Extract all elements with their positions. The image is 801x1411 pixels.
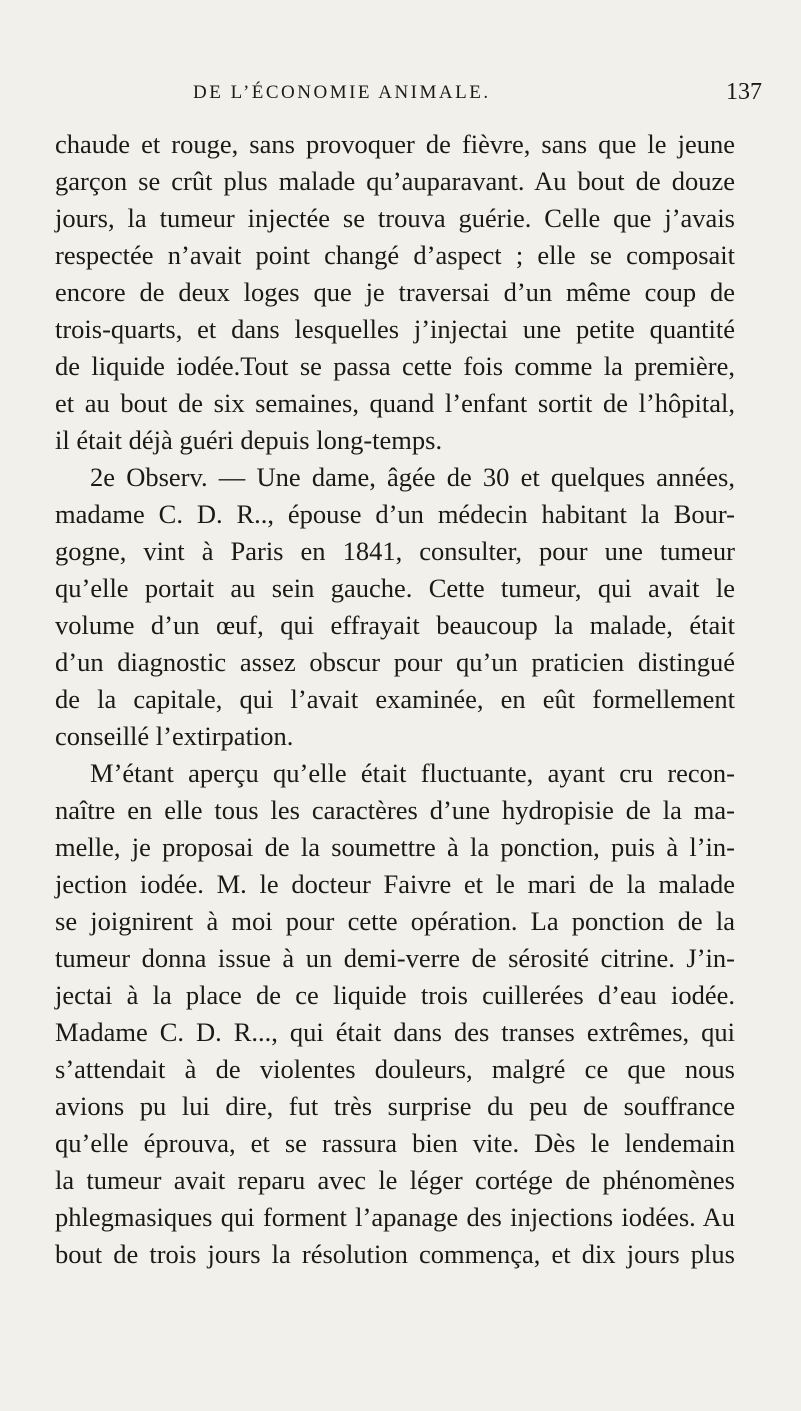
text-line: jours, la tumeur injectée se trouva guérie. Celle que j’avais	[55, 203, 735, 233]
text-line: d’un diagnostic assez obscur pour qu’un praticien distingué	[55, 647, 735, 677]
text-line: et au bout de six semaines, quand l’enfant sortit de l’hôpital,	[55, 388, 735, 418]
text-line: volume d’un œuf, qui effrayait beaucoup la malade, était	[55, 610, 735, 640]
text-line: respectée n’avait point changé d’aspect ; elle se composait	[55, 240, 735, 270]
text-line: naître en elle tous les caractères d’une hydropisie de la ma-	[55, 795, 735, 825]
observation-heading-line: 2e Observ. — Une dame, âgée de 30 et quelques années,	[90, 462, 735, 492]
text-line: chaude et rouge, sans provoquer de fièvre, sans que le jeune	[55, 129, 735, 159]
text-line: Madame C. D. R..., qui était dans des transes extrêmes, qui	[55, 1017, 735, 1047]
page-number: 137	[726, 79, 762, 105]
text-line: conseillé l’extirpation.	[55, 721, 294, 751]
text-line: de la capitale, qui l’avait examinée, en eût formellement	[55, 684, 735, 714]
text-line: jection iodée. M. le docteur Faivre et le mari de la malade	[55, 869, 735, 899]
text-line: madame C. D. R.., épouse d’un médecin habitant la Bour-	[55, 499, 735, 529]
text-line: bout de trois jours la résolution commença, et dix jours plus	[55, 1239, 735, 1269]
text-line: de liquide iodée.Tout se passa cette fois comme la première,	[55, 351, 735, 381]
text-line: tumeur donna issue à un demi-verre de sérosité citrine. J’in-	[55, 943, 735, 973]
running-title: DE L’ÉCONOMIE ANIMALE.	[193, 82, 491, 103]
text-line: trois-quarts, et dans lesquelles j’injectai une petite quantité	[55, 314, 735, 344]
text-line: avions pu lui dire, fut très surprise du peu de souffrance	[55, 1091, 735, 1121]
running-head	[0, 79, 801, 116]
text-line: se joignirent à moi pour cette opération. La ponction de la	[55, 906, 735, 936]
text-line: la tumeur avait reparu avec le léger cortége de phénomènes	[55, 1165, 735, 1195]
text-line: s’attendait à de violentes douleurs, malgré ce que nous	[55, 1054, 735, 1084]
text-line: encore de deux loges que je traversai d’un même coup de	[55, 277, 735, 307]
text-line: gogne, vint à Paris en 1841, consulter, pour une tumeur	[55, 536, 735, 566]
text-line: garçon se crût plus malade qu’auparavant. Au bout de douze	[55, 166, 735, 196]
text-line: qu’elle portait au sein gauche. Cette tumeur, qui avait le	[55, 573, 735, 603]
text-line: jectai à la place de ce liquide trois cuillerées d’eau iodée.	[55, 980, 735, 1010]
text-line: melle, je proposai de la soumettre à la ponction, puis à l’in-	[55, 832, 735, 862]
text-line: il était déjà guéri depuis long-temps.	[55, 425, 443, 455]
text-line: qu’elle éprouva, et se rassura bien vite. Dès le lendemain	[55, 1128, 735, 1158]
paragraph-start-line: M’étant aperçu qu’elle était fluctuante, ayant cru recon-	[90, 758, 735, 788]
text-line: phlegmasiques qui forment l’apanage des injections iodées. Au	[55, 1202, 735, 1232]
